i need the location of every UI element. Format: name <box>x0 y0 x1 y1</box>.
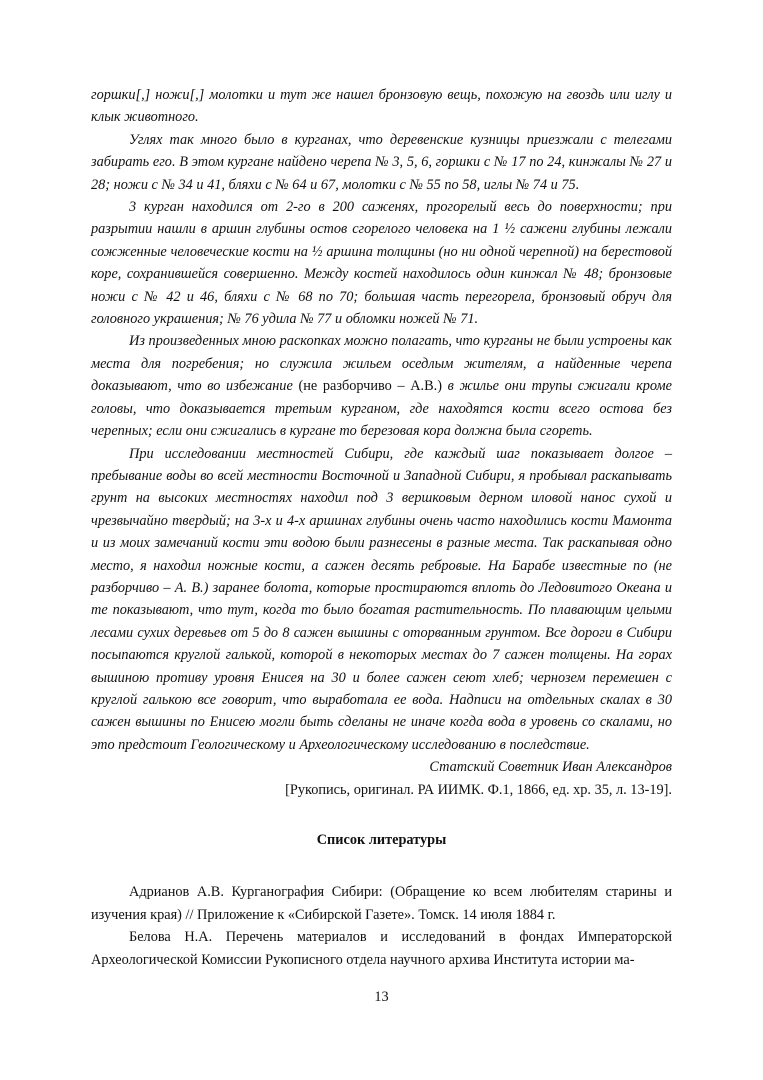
paragraph-5: При исследовании местностей Сибири, где каждый шаг показывает долгое – пребывание воды во всей местности Восточной и Западной Сибири, я пробывал раскапывать грунт на высоких местностях находил под 3 вершковым дерном иловой нанос сухой и чрезвычайно твердый; на 3-х и 4-х аршинах глубины очень часто находились кости Мамонта и из моих замечаний кости эти водою были разнесены в разные места. Так раскапывая одно место, я находил ножные кости, а сажен десять ребровые. На Барабе известные по (не разборчиво – А. В.) заранее болота, которые простираются вплоть до Ледовитого Океана и те показывают, что тут, когда то было богатая растительность. По плавающим целыми лесами сухих деревьев от 5 до 8 сажен вышины с оторванным грунтом. Все дороги в Сибири посыпаются круглой галькой, которой в некоторых местах до 7 сажен толщены. На горах вышиною противу уровня Енисея на 30 и более сажен сеют хлеб; чернозем перемешен с круглой галькою все говорит, что выработала ее вода. Надписи на отдельных скалах в 30 сажен вышины по Енисею могли быть сделаны не иначе когда вода в уровень со скалами, но это предстоит Геологическому и Археологическому исследованию в последствие. <box>91 445 672 753</box>
paragraph-1: горшки[,] ножи[,] молотки и тут же нашел бронзовую вещь, похожую на гвоздь или иглу и клык животного. <box>91 87 672 126</box>
editor-note: (не разборчиво – А.В.) <box>298 378 442 395</box>
paragraph-4-part-b: в жилье они трупы сжигали кроме головы, что доказывается третьим курганом, где находятся кости всего остова без черепных; если они сжигались в кургане то березовая кора должна была сгореть. <box>91 378 672 440</box>
paragraph-4 <box>91 330 672 442</box>
source-citation: [Рукопись, оригинал. РА ИИМК. Ф.1, 1866, ед. хр. 35, л. 13-19]. <box>285 781 672 798</box>
paragraph-4-part-a: Из произведенных мною раскопках можно полагать, что курганы не были устроены как места для погребения; но служила жильем оседлым жителям, а найденные черепа доказывают, что во избежание <box>91 333 672 395</box>
reference-item: Белова Н.А. Перечень материалов и исследований в фондах Императорской Археологической Комиссии Рукописного отдела научного архива Института истории ма- <box>91 929 672 968</box>
paragraph-3: 3 курган находился от 2-го в 200 саженях, прогорелый весь до поверхности; при разрытии нашли в аршин глубины остов сгорелого человека на 1 ½ сажени глубины лежали сожженные человеческие кости на ½ аршина толщины (но ни одной черепной) на берестовой коре, сохранившейся совершенно. Между костей находилось один кинжал № 48; бронзовые ножи с № 42 и 46, бляхи с № 68 по 70; большая часть перегорела, бронзовый обруч для головного украшения; № 76 удила № 77 и обломки ножей № 71. <box>91 199 672 328</box>
references-heading: Список литературы <box>316 832 447 848</box>
paragraph-2: Углях так много было в курганах, что деревенские кузницы приезжали с телегами забирать его. В этом кургане найдено черепа № 3, 5, 6, горшки с № 17 по 24, кинжалы № 27 и 28; ножи с № 34 и 41, бляхи с № 64 и 67, молотки с № 55 по 58, иглы № 74 и 75. <box>91 131 672 193</box>
document-page <box>91 84 672 971</box>
page-number: 13 <box>374 989 389 1005</box>
signature: Статский Советник Иван Александров <box>429 759 672 776</box>
reference-item: Адрианов А.В. Курганография Сибири: (Обращение ко всем любителям старины и изучения края) // Приложение к «Сибирской Газете». Томск. 14 июля 1884 г. <box>91 884 672 923</box>
